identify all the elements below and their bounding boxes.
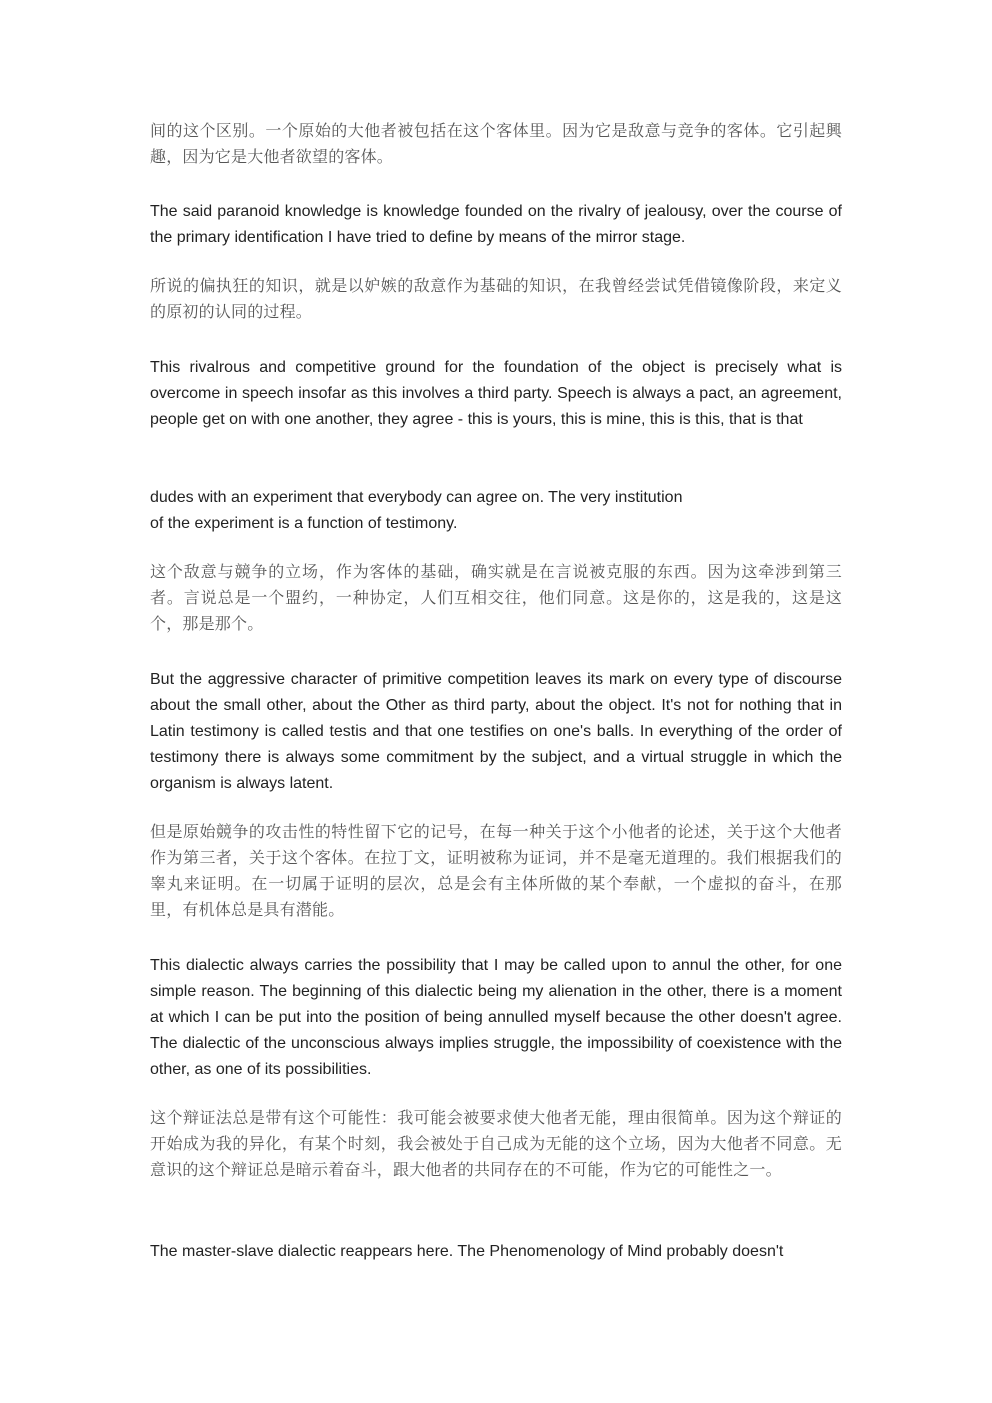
- paragraph-en-1: The said paranoid knowledge is knowledge founded on the rivalry of jealousy, over the course of the primary identification I have tried to define by means of the mirror stage.: [150, 203, 842, 246]
- paragraph-zh-1: 间的这个区别。一个原始的大他者被包括在这个客体里。因为它是敌意与竞争的客体。它引起興趣，因为它是大他者欲望的客体。: [150, 121, 842, 166]
- paragraph-en-3-line-1: dudes with an experiment that everybody can agree on. The very institution: [150, 489, 683, 506]
- paragraph-en-5: This dialectic always carries the possibility that I may be called upon to annul the other, for one simple reason. The beginning of this dialectic being my alienation in the other, there is a moment at which I can be put into the position of being annulled myself because the other doesn't agree. The dialectic of the unconscious always implies struggle, the impossibility of coexistence with the other, as one of its possibilities.: [150, 957, 842, 1078]
- paragraph-en-3-line-2: of the experiment is a function of testimony.: [150, 515, 458, 532]
- paragraph-zh-3: 这个敌意与競争的立场，作为客体的基础，确实就是在言说被克服的东西。因为这牵涉到第三者。言说总是一个盟约，一种协定，人们互相交往，他们同意。这是你的，这是我的，这是这个，那是那个。: [150, 562, 842, 633]
- paragraph-zh-2: 所说的偏执狂的知识，就是以妒嫉的敌意作为基础的知识，在我曾经尝试凭借镜像阶段，来定义的原初的认同的过程。: [150, 276, 842, 321]
- paragraph-en-6: The master-slave dialectic reappears here. The Phenomenology of Mind probably doesn't: [150, 1243, 784, 1260]
- paragraph-en-2: This rivalrous and competitive ground for the foundation of the object is precisely what is overcome in speech insofar as this involves a third party. Speech is always a pact, an agreement, people get on with one another, they agree - this is yours, this is mine, this is this, that is that: [150, 359, 842, 428]
- paragraph-en-4: But the aggressive character of primitive competition leaves its mark on every type of discourse about the small other, about the Other as third party, about the object. It's not for nothing that in Latin testimony is called testis and that one testifies on one's balls. In everything of the order of testimony there is always some commitment by the subject, and a virtual struggle in which the organism is always latent.: [150, 671, 842, 792]
- paragraph-zh-4: 但是原始競争的攻击性的特性留下它的记号，在每一种关于这个小他者的论述，关于这个大他者作为第三者，关于这个客体。在拉丁文，证明被称为证词，并不是毫无道理的。我们根据我们的睾丸来证明。在一切属于证明的层次，总是会有主体所做的某个奉献，一个虚拟的奋斗，在那里，有机体总是具有潜能。: [150, 822, 842, 919]
- paragraph-zh-5: 这个辩证法总是带有这个可能性：我可能会被要求使大他者无能，理由很简单。因为这个辩证的开始成为我的异化，有某个时刻，我会被处于自己成为无能的这个立场，因为大他者不同意。无意识的这个辩证总是暗示着奋斗，跟大他者的共同存在的不可能，作为它的可能性之一。: [150, 1108, 842, 1179]
